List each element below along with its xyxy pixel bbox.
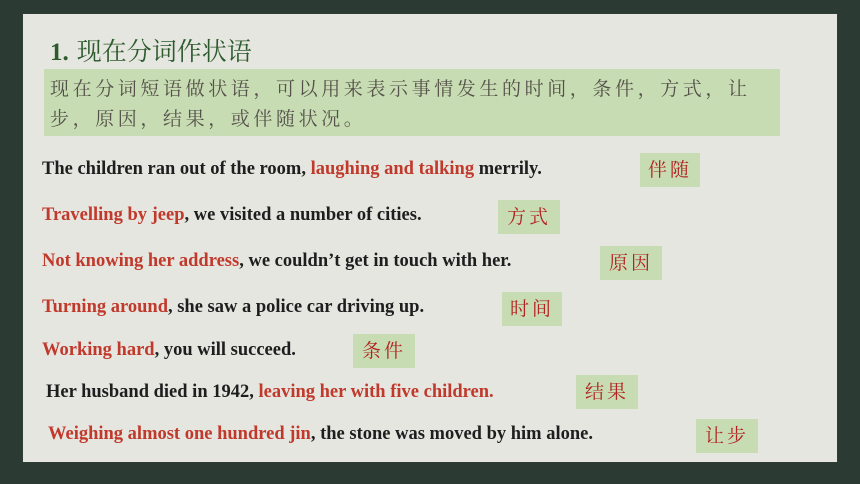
sentence-text: merrily.	[474, 159, 542, 179]
description-box: 现在分词短语做状语，可以用来表示事情发生的时间，条件，方式，让步，原因，结果，或伴随状况。	[44, 69, 780, 136]
tag-condition: 条件	[353, 334, 415, 368]
slide	[22, 13, 838, 463]
tag-accompaniment: 伴随	[640, 153, 700, 187]
participle-phrase: leaving her with five children.	[258, 382, 494, 402]
participle-phrase: Turning around	[42, 297, 168, 317]
example-sentence-4	[42, 297, 424, 318]
tag-concession: 让步	[696, 419, 758, 453]
sentence-text: The children ran out of the room,	[42, 159, 311, 179]
page-title	[50, 32, 252, 68]
example-sentence-3	[42, 251, 511, 272]
tag-result: 结果	[576, 375, 638, 409]
example-sentence-6	[46, 382, 494, 403]
sentence-text: , we visited a number of cities.	[184, 205, 422, 225]
participle-phrase: Working hard	[42, 340, 155, 360]
title-number: 1.	[50, 39, 69, 66]
sentence-text: Her husband died in 1942,	[46, 382, 259, 402]
example-sentence-7	[48, 424, 593, 445]
sentence-text: , the stone was moved by him alone.	[310, 424, 593, 444]
sentence-text: , you will succeed.	[154, 340, 296, 360]
tag-time: 时间	[502, 292, 562, 326]
title-text: 现在分词作状语	[76, 37, 252, 66]
participle-phrase: Weighing almost one hundred jin	[48, 424, 311, 444]
example-sentence-5	[42, 340, 296, 361]
example-sentence-1	[42, 159, 542, 180]
example-sentence-2	[42, 205, 422, 226]
tag-cause: 原因	[600, 246, 662, 280]
tag-manner: 方式	[498, 200, 560, 234]
sentence-text: , she saw a police car driving up.	[167, 297, 425, 317]
participle-phrase: laughing and talking	[310, 159, 475, 179]
participle-phrase: Travelling by jeep	[42, 205, 185, 225]
sentence-text: , we couldn’t get in touch with her.	[239, 251, 512, 271]
participle-phrase: Not knowing her address	[42, 251, 240, 271]
